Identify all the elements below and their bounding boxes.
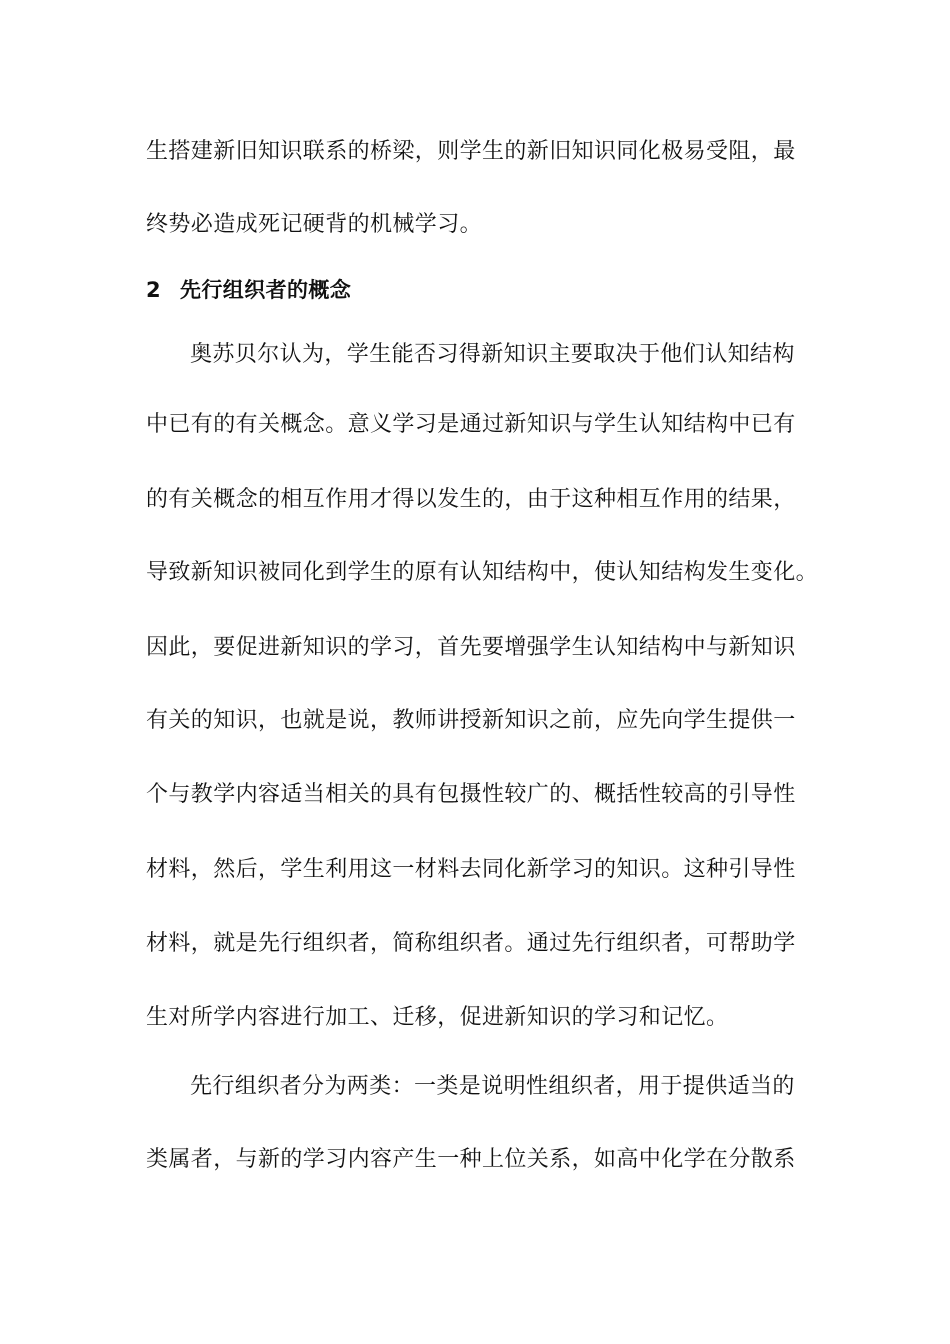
paragraph-line: 材料，就是先行组织者，简称组织者。通过先行组织者，可帮助学	[146, 931, 796, 956]
paragraph-line: 类属者，与新的学习内容产生一种上位关系，如高中化学在分散系	[146, 1147, 796, 1172]
paragraph-line: 个与教学内容适当相关的具有包摄性较广的、概括性较高的引导性	[146, 782, 796, 807]
text-line: 终势必造成死记硬背的机械学习。	[146, 212, 483, 237]
section-title: 先行组织者的概念	[180, 278, 352, 302]
paragraph-line: 奥苏贝尔认为，学生能否习得新知识主要取决于他们认知结构	[190, 342, 795, 367]
paragraph-line: 先行组织者分为两类：一类是说明性组织者，用于提供适当的	[190, 1074, 795, 1099]
section-number: 2	[146, 278, 162, 302]
paragraph-line: 的有关概念的相互作用才得以发生的，由于这种相互作用的结果，	[146, 487, 796, 512]
paragraph-line: 因此，要促进新知识的学习，首先要增强学生认知结构中与新知识	[146, 635, 796, 660]
paragraph-line: 材料，然后，学生利用这一材料去同化新学习的知识。这种引导性	[146, 857, 796, 882]
paragraph-line: 导致新知识被同化到学生的原有认知结构中，使认知结构发生变化。	[146, 560, 819, 585]
section-heading	[146, 275, 351, 305]
paragraph-line: 生对所学内容进行加工、迁移，促进新知识的学习和记忆。	[146, 1005, 729, 1030]
text-line: 生搭建新旧知识联系的桥梁，则学生的新旧知识同化极易受阻，最	[146, 139, 796, 164]
paragraph-line: 中已有的有关概念。意义学习是通过新知识与学生认知结构中已有	[146, 412, 796, 437]
paragraph-line: 有关的知识，也就是说，教师讲授新知识之前，应先向学生提供一	[146, 708, 796, 733]
